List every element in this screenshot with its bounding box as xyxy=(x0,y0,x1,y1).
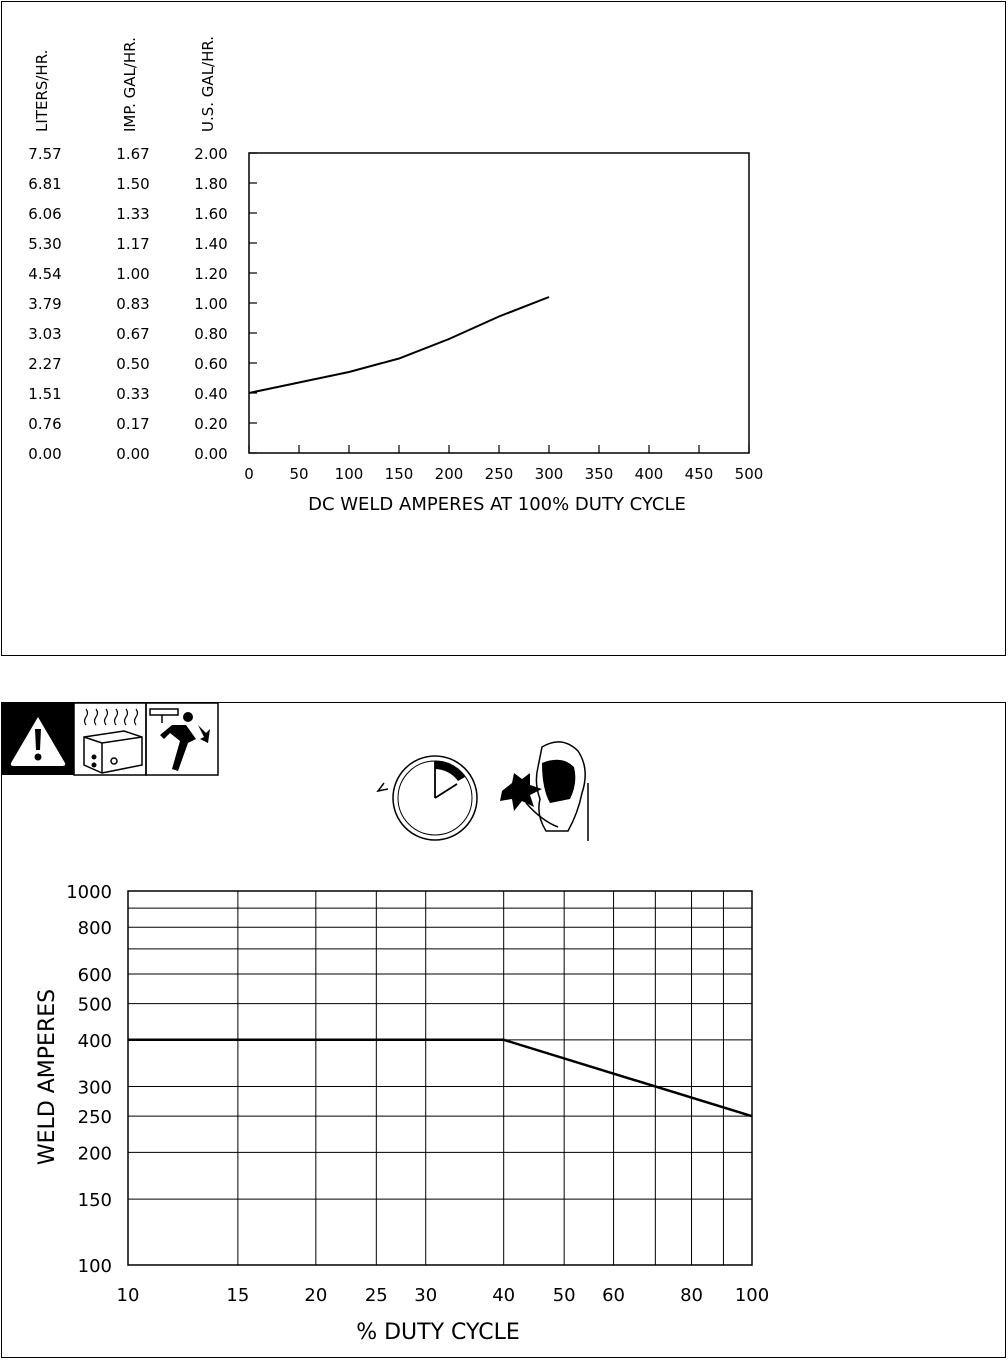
y-tick-label: 5.30 xyxy=(28,235,61,253)
fuel-consumption-line xyxy=(249,297,549,393)
x-tick-label: 30 xyxy=(414,1285,437,1306)
y-tick-label: 1.17 xyxy=(116,235,149,253)
y-tick-label: 1.20 xyxy=(194,265,227,283)
duty-cycle-line xyxy=(128,1040,752,1116)
y-tick-label: 0.00 xyxy=(116,445,149,463)
y-tick-label: 200 xyxy=(78,1143,112,1164)
x-tick-label: 0 xyxy=(244,465,254,483)
y-tick-label: 3.79 xyxy=(28,295,61,313)
y-tick-label: 0.17 xyxy=(116,415,149,433)
x-tick-label: 40 xyxy=(492,1285,515,1306)
x-tick-label: 50 xyxy=(553,1285,576,1306)
duty-cycle-chart xyxy=(2,703,1004,1356)
y-tick-label: 1.00 xyxy=(194,295,227,313)
fuel-consumption-panel xyxy=(1,1,1006,656)
y-tick-label: 1.67 xyxy=(116,145,149,163)
x-tick-label: 50 xyxy=(289,465,308,483)
y-tick-label: 400 xyxy=(78,1031,112,1052)
electric-shock-icon xyxy=(146,703,218,775)
x-axis-label: % DUTY CYCLE xyxy=(356,1320,520,1345)
y-tick-label: 1.50 xyxy=(116,175,149,193)
x-tick-label: 100 xyxy=(735,1285,769,1306)
y-tick-label: 2.00 xyxy=(194,145,227,163)
x-tick-label: 15 xyxy=(226,1285,249,1306)
x-tick-label: 200 xyxy=(435,465,464,483)
y-tick-label: 2.27 xyxy=(28,355,61,373)
y-tick-label: 1.51 xyxy=(28,385,61,403)
y-tick-label: 500 xyxy=(78,995,112,1016)
plot-frame xyxy=(128,891,752,1265)
y-tick-label: 0.33 xyxy=(116,385,149,403)
x-tick-label: 300 xyxy=(535,465,564,483)
y-tick-label: 1.80 xyxy=(194,175,227,193)
y-tick-label: 7.57 xyxy=(28,145,61,163)
y-tick-label: 1.33 xyxy=(116,205,149,223)
y-tick-label: 0.50 xyxy=(116,355,149,373)
x-tick-label: 20 xyxy=(304,1285,327,1306)
duty-cycle-clock-icon xyxy=(378,756,477,840)
y-axis-label: U.S. GAL/HR. xyxy=(199,36,217,132)
y-tick-label: 0.83 xyxy=(116,295,149,313)
x-tick-label: 350 xyxy=(585,465,614,483)
x-tick-label: 80 xyxy=(680,1285,703,1306)
y-tick-label: 0.67 xyxy=(116,325,149,343)
warning-triangle-icon xyxy=(2,703,74,775)
x-tick-label: 25 xyxy=(365,1285,388,1306)
y-tick-label: 300 xyxy=(78,1078,112,1099)
duty-cycle-panel xyxy=(1,702,1006,1358)
x-tick-label: 60 xyxy=(602,1285,625,1306)
x-tick-label: 10 xyxy=(117,1285,140,1306)
plot-frame xyxy=(249,153,749,453)
y-tick-label: 0.76 xyxy=(28,415,61,433)
y-tick-label: 1.60 xyxy=(194,205,227,223)
y-tick-label: 1.00 xyxy=(116,265,149,283)
x-tick-label: 400 xyxy=(635,465,664,483)
hot-parts-icon xyxy=(74,703,146,775)
y-tick-label: 6.06 xyxy=(28,205,61,223)
y-tick-label: 3.03 xyxy=(28,325,61,343)
fuel-consumption-chart xyxy=(2,2,1004,654)
y-tick-label: 250 xyxy=(78,1107,112,1128)
y-tick-label: 0.00 xyxy=(194,445,227,463)
y-tick-label: 0.20 xyxy=(194,415,227,433)
y-tick-label: 0.60 xyxy=(194,355,227,373)
welder-icon xyxy=(500,742,588,841)
x-tick-label: 150 xyxy=(385,465,414,483)
y-tick-label: 100 xyxy=(78,1256,112,1277)
y-tick-label: 0.40 xyxy=(194,385,227,403)
y-axis-label: WELD AMPERES xyxy=(35,989,60,1165)
y-tick-label: 6.81 xyxy=(28,175,61,193)
y-tick-label: 4.54 xyxy=(28,265,61,283)
y-tick-label: 0.00 xyxy=(28,445,61,463)
x-tick-label: 450 xyxy=(685,465,714,483)
y-axis-label: LITERS/HR. xyxy=(33,50,51,132)
y-tick-label: 1000 xyxy=(66,882,112,903)
x-tick-label: 500 xyxy=(735,465,764,483)
y-tick-label: 800 xyxy=(78,918,112,939)
x-tick-label: 250 xyxy=(485,465,514,483)
x-axis-label: DC WELD AMPERES AT 100% DUTY CYCLE xyxy=(308,494,686,515)
y-axis-label: IMP. GAL/HR. xyxy=(121,37,139,132)
y-tick-label: 150 xyxy=(78,1190,112,1211)
y-tick-label: 600 xyxy=(78,965,112,986)
y-tick-label: 1.40 xyxy=(194,235,227,253)
x-tick-label: 100 xyxy=(335,465,364,483)
y-tick-label: 0.80 xyxy=(194,325,227,343)
